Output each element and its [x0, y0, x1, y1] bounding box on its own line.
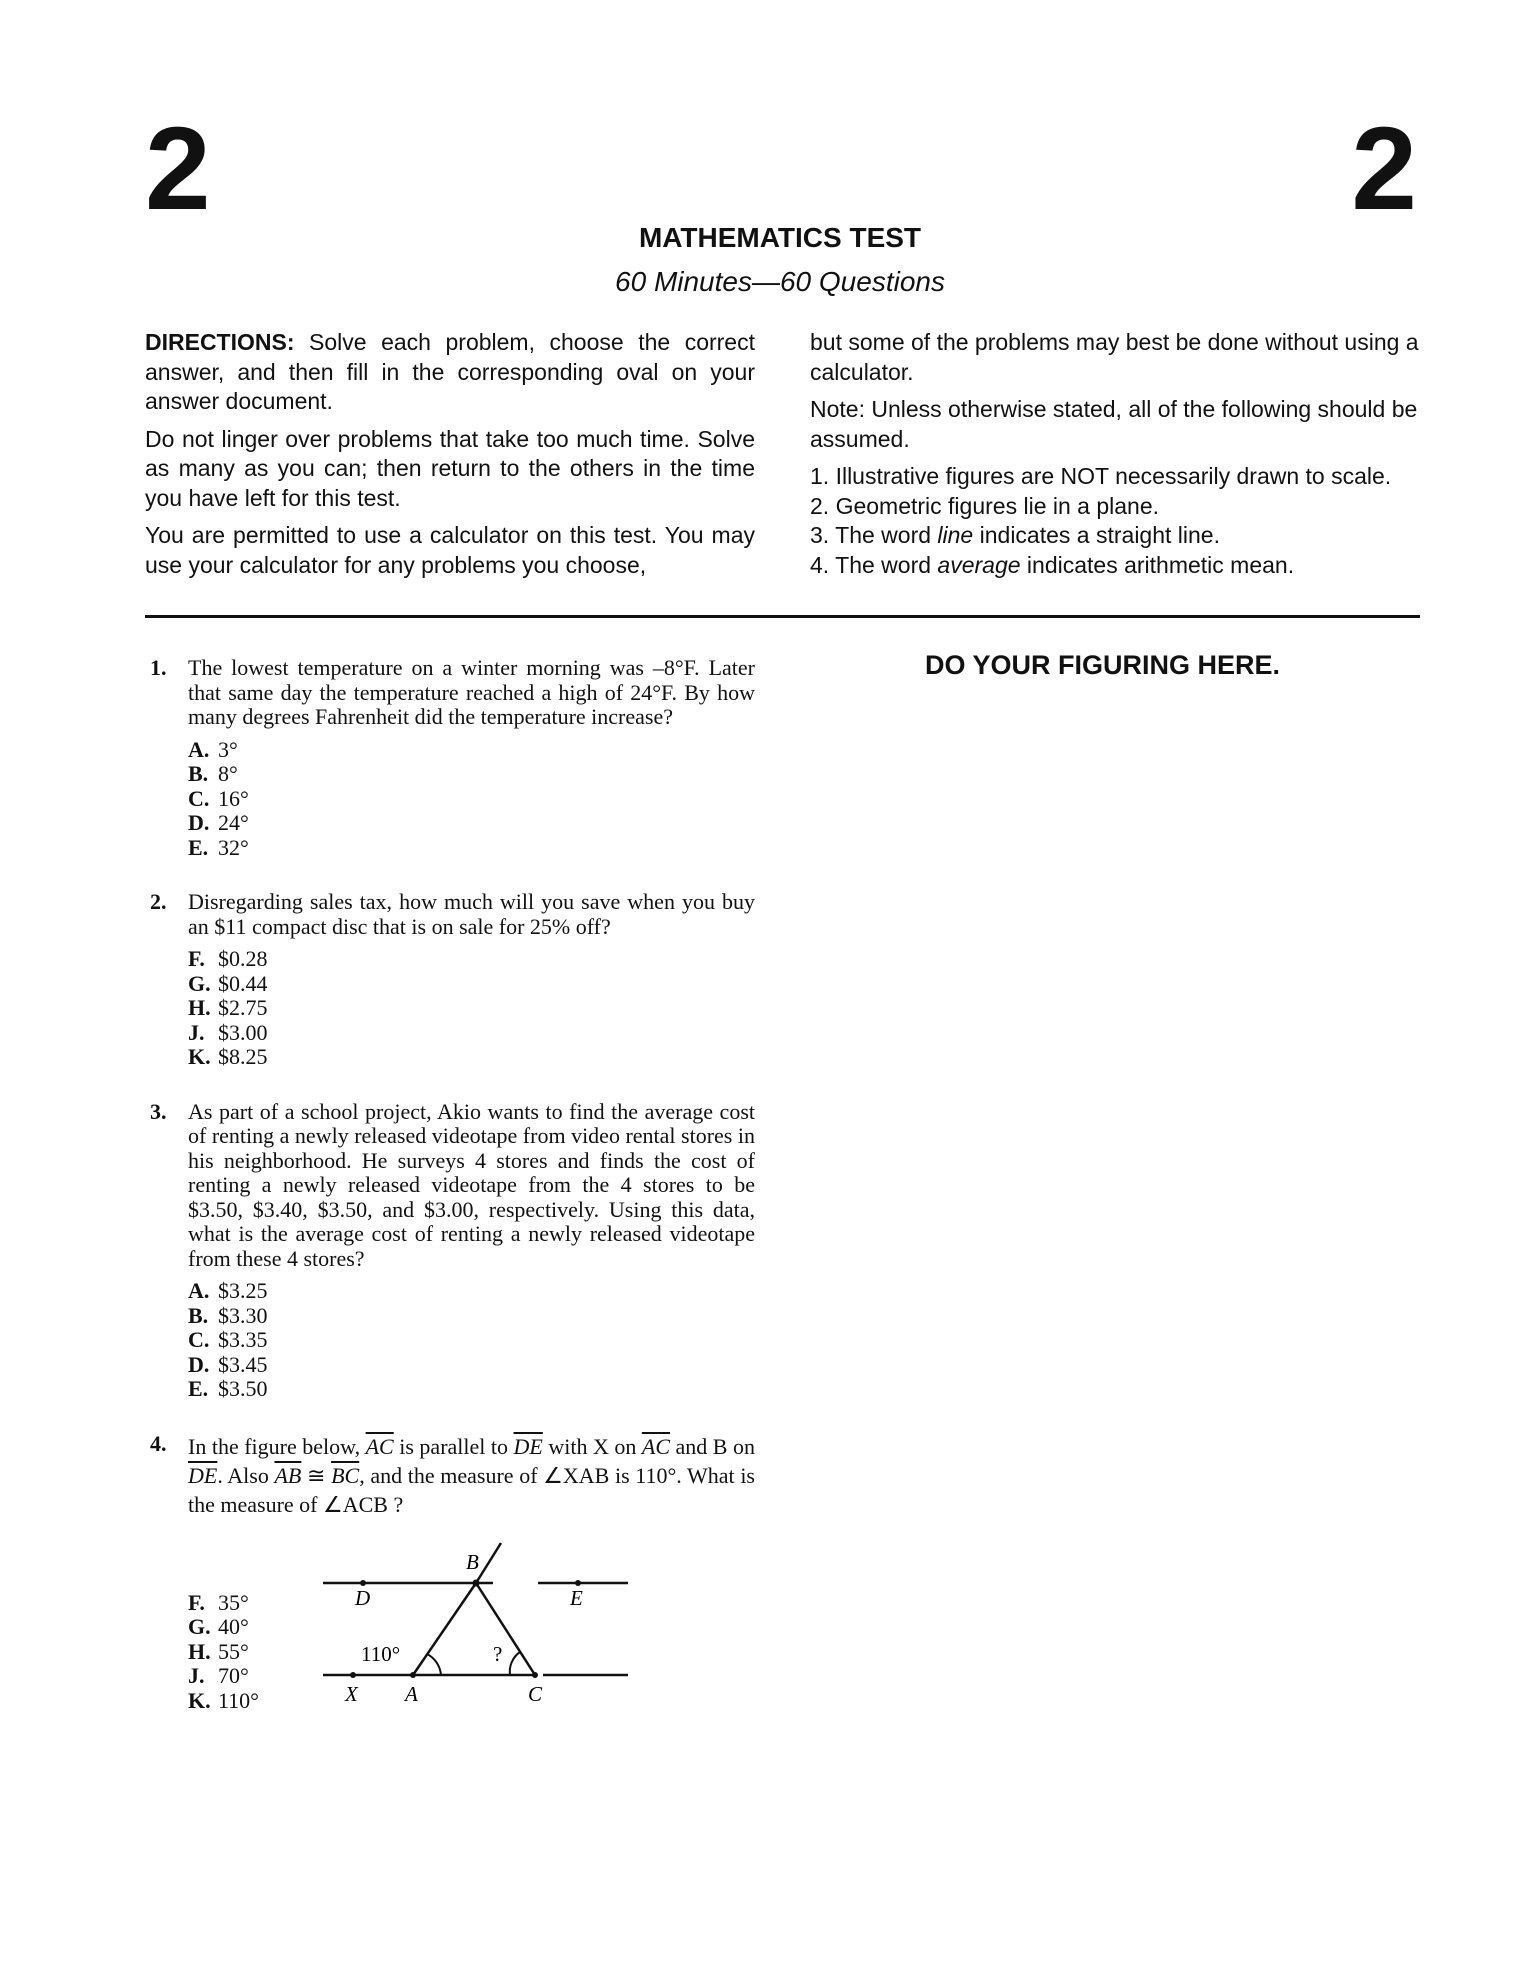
- directions-paragraph-1: [145, 328, 755, 417]
- answer-choices: [188, 1591, 318, 1714]
- q4-body: [188, 1533, 755, 1714]
- question-2: [150, 890, 755, 1070]
- question-number: 1.: [150, 655, 167, 680]
- choice-letter: H.: [188, 1638, 211, 1664]
- test-subtitle: 60 Minutes—60 Questions: [615, 266, 945, 297]
- q4-text-5: . Also: [217, 1462, 275, 1488]
- answer-choice[interactable]: [188, 1279, 755, 1304]
- assumption-4-em: average: [937, 551, 1021, 578]
- question-text: As part of a school project, Akio wants to find the average cost of renting a newly released videotape from video rental stores in his neighborhood. He surveys 4 stores and finds the cost of renting a newly released videotape from the 4 stores to be $3.50, $3.40, $3.50, and $3.00, respectively. Using this data, what is the average cost of renting a newly released videotape from these 4 stores?: [188, 1098, 755, 1271]
- choice-value: $3.45: [218, 1351, 268, 1377]
- choice-value: $3.25: [218, 1278, 268, 1303]
- choice-letter: C.: [188, 1327, 210, 1352]
- choice-value: 35°: [218, 1589, 249, 1615]
- choice-value: 3°: [218, 736, 238, 762]
- question-text: [188, 1432, 755, 1519]
- choice-letter: C.: [188, 785, 210, 811]
- point-c: [532, 1672, 538, 1678]
- section-number-left: 2: [145, 103, 211, 235]
- choice-letter: F.: [188, 1589, 205, 1615]
- answer-choice[interactable]: [188, 811, 755, 836]
- choice-value: $2.75: [218, 995, 268, 1020]
- geometry-figure: [323, 1533, 633, 1713]
- segment-de: $\overline{DE}$: [513, 1433, 543, 1459]
- point-a: [410, 1672, 416, 1678]
- label-x: X: [345, 1681, 358, 1706]
- choice-value: 110°: [218, 1687, 259, 1713]
- q4-text-4: and B on: [670, 1433, 755, 1459]
- choice-value: $0.44: [218, 970, 268, 996]
- answer-choice[interactable]: [188, 1328, 755, 1353]
- point-x: [350, 1672, 356, 1678]
- choice-letter: J.: [188, 1019, 205, 1045]
- assumption-4-text-a: 4. The word: [810, 551, 938, 578]
- choice-value: $8.25: [218, 1044, 268, 1069]
- label-d: D: [355, 1585, 371, 1610]
- answer-choices: [188, 738, 755, 861]
- choice-letter: K.: [188, 1044, 211, 1069]
- label-e: E: [570, 1585, 583, 1610]
- assumption-item-4: [810, 551, 1420, 581]
- segment-bc-line: [476, 1583, 535, 1675]
- answer-choice[interactable]: [188, 1021, 755, 1046]
- answer-choice[interactable]: [188, 738, 755, 763]
- choice-letter: E.: [188, 834, 209, 860]
- figuring-area-label: DO YOUR FIGURING HERE.: [925, 650, 1281, 680]
- directions-paragraph-2: Do not linger over problems that take too much time. Solve as many as you can; then return to the others in the time you have left for this test.: [145, 425, 755, 511]
- choice-letter: J.: [188, 1663, 205, 1688]
- answer-choice[interactable]: [188, 947, 755, 972]
- angle-arc-xab: [427, 1654, 441, 1675]
- choice-value: 8°: [218, 761, 238, 786]
- choice-value: 24°: [218, 810, 249, 835]
- choice-letter: B.: [188, 761, 209, 786]
- choice-letter: G.: [188, 1614, 211, 1639]
- q4-text-3: with X on: [542, 1433, 642, 1459]
- choice-letter: E.: [188, 1376, 209, 1401]
- q4-text-6: ≅: [301, 1462, 332, 1488]
- point-b: [473, 1579, 480, 1586]
- question-number: 4.: [150, 1430, 167, 1456]
- question-3: [150, 1100, 755, 1402]
- q4-text-1: In the figure below,: [188, 1433, 366, 1459]
- segment-ab-line: [413, 1583, 476, 1675]
- choice-letter: K.: [188, 1687, 211, 1713]
- choice-letter: F.: [188, 946, 205, 971]
- section-divider: [145, 615, 1420, 618]
- question-4: [150, 1432, 755, 1714]
- directions-note: Note: Unless otherwise stated, all of the following should be assumed.: [810, 396, 1418, 452]
- angle-label-unknown: ?: [493, 1641, 503, 1666]
- answer-choice[interactable]: [188, 1591, 318, 1616]
- segment-ac: $\overline{AC}$: [641, 1433, 671, 1459]
- segment-ab: $\overline{AB}$: [274, 1462, 302, 1488]
- answer-choice[interactable]: [188, 762, 755, 787]
- segment-de: $\overline{DE}$: [188, 1462, 218, 1488]
- directions-paragraph-3: You are permitted to use a calculator on this test. You may use your calculator for any problems you choose,: [145, 522, 755, 578]
- choice-value: 16°: [218, 785, 249, 811]
- answer-choice[interactable]: [188, 1640, 318, 1665]
- choice-letter: D.: [188, 810, 210, 835]
- directions-paragraph-4: but some of the problems may best be done without using a calculator.: [810, 329, 1419, 385]
- choice-letter: A.: [188, 736, 210, 762]
- choice-value: $0.28: [218, 946, 268, 971]
- answer-choice[interactable]: [188, 1304, 755, 1329]
- choice-letter: B.: [188, 1302, 209, 1328]
- assumption-3-text-b: indicates a straight line.: [973, 522, 1220, 548]
- assumption-3-text-a: 3. The word: [810, 522, 938, 548]
- answer-choice[interactable]: [188, 972, 755, 997]
- choice-value: 32°: [218, 834, 249, 860]
- answer-choice[interactable]: [188, 1689, 318, 1714]
- choice-value: $3.00: [218, 1019, 268, 1045]
- assumption-3-em: line: [937, 522, 974, 548]
- answer-choice[interactable]: [188, 1045, 755, 1070]
- segment-ac: $\overline{AC}$: [365, 1433, 394, 1459]
- choice-value: $3.35: [218, 1327, 268, 1352]
- questions-column: [150, 656, 755, 1743]
- assumption-item-1: 1. Illustrative figures are NOT necessarily drawn to scale.: [810, 463, 1392, 489]
- label-c: C: [528, 1681, 543, 1706]
- question-text: The lowest temperature on a winter morning was –8°F. Later that same day the temperature reached a high of 24°F. By how many degrees Fahrenheit did the temperature increase?: [188, 655, 755, 729]
- test-title: MATHEMATICS TEST: [638, 222, 922, 253]
- assumption-4-text-b: indicates arithmetic mean.: [1020, 551, 1295, 578]
- label-b: B: [466, 1549, 479, 1574]
- answer-choice[interactable]: [188, 1377, 755, 1402]
- choice-letter: A.: [188, 1278, 210, 1303]
- answer-choice[interactable]: [188, 836, 755, 861]
- directions-label: DIRECTIONS:: [145, 329, 295, 355]
- choice-value: 40°: [218, 1614, 249, 1639]
- choice-letter: G.: [188, 970, 211, 996]
- answer-choices: [188, 947, 755, 1070]
- directions-left-column: [145, 328, 755, 588]
- assumptions-list: [810, 462, 1420, 580]
- directions-right-column: [810, 328, 1420, 580]
- assumption-item-3: [810, 521, 1420, 551]
- answer-choice[interactable]: [188, 1353, 755, 1378]
- choice-value: $3.50: [218, 1376, 268, 1401]
- choice-value: 70°: [218, 1663, 249, 1688]
- assumption-item-2: 2. Geometric figures lie in a plane.: [810, 492, 1160, 519]
- answer-choice[interactable]: [188, 787, 755, 812]
- question-number: 2.: [150, 889, 167, 914]
- question-number: 3.: [150, 1098, 167, 1124]
- q4-text-2: is parallel to: [393, 1433, 514, 1459]
- choice-value: $3.30: [218, 1302, 268, 1328]
- choice-letter: D.: [188, 1351, 210, 1377]
- answer-choice[interactable]: [188, 1664, 318, 1689]
- segment-bc: $\overline{BC}$: [331, 1462, 360, 1488]
- answer-choices: [188, 1279, 755, 1402]
- choice-value: 55°: [218, 1638, 249, 1664]
- q4-text-7: , and the measure of ∠XAB is 110°. What is the measure of ∠ACB ?: [188, 1462, 755, 1517]
- directions-text-1: Solve each problem, choose the correct answer, and then fill in the corresponding oval on your answer document.: [145, 329, 755, 414]
- question-text: Disregarding sales tax, how much will you save when you buy an $11 compact disc that is on sale for 25% off?: [188, 889, 755, 939]
- choice-letter: H.: [188, 995, 211, 1020]
- answer-choice[interactable]: [188, 996, 755, 1021]
- section-number-right: 2: [1351, 103, 1417, 235]
- angle-label-110: 110°: [361, 1641, 401, 1666]
- label-a: A: [405, 1681, 418, 1706]
- angle-arc-acb: [510, 1652, 520, 1675]
- answer-choice[interactable]: [188, 1615, 318, 1640]
- question-1: [150, 656, 755, 860]
- ray-b: [476, 1543, 501, 1583]
